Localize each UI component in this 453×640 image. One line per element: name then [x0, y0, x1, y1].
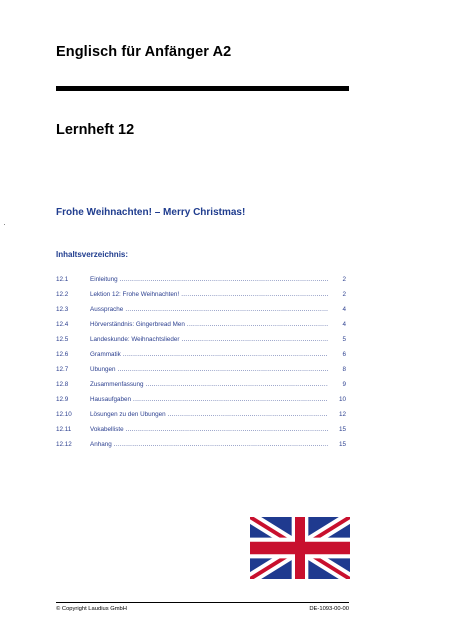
scan-mark [4, 224, 5, 225]
toc-entry-page: 4 [332, 321, 346, 329]
toc-entry-number: 12.6 [56, 351, 69, 358]
toc-entry-number: 12.12 [56, 441, 72, 448]
toc-entry[interactable] [56, 426, 346, 441]
toc-entry-page: 15 [332, 426, 346, 434]
toc-entry-title: Übungen ..... [90, 366, 328, 374]
footer-divider [56, 602, 349, 603]
toc-entry[interactable] [56, 351, 346, 366]
page-title: Englisch für Anfänger A2 [56, 44, 232, 60]
toc-entry-title: Vokabelliste ..... [90, 426, 328, 434]
toc-entry-page: 10 [332, 396, 346, 404]
toc-entry-title: Zusammenfassung ..... [90, 381, 328, 389]
toc-entry-number: 12.8 [56, 381, 69, 388]
toc-entry-page: 2 [332, 291, 346, 299]
footer-document-id: DE-1093-00-00 [309, 606, 349, 612]
page-subtitle: Lernheft 12 [56, 122, 135, 138]
toc-entry-title: Lösungen zu den Übungen ..... [90, 411, 328, 419]
toc-entry[interactable] [56, 441, 346, 456]
toc-entry-page: 2 [332, 276, 346, 284]
toc-entry[interactable] [56, 336, 346, 351]
toc-entry-page: 15 [332, 441, 346, 449]
toc-entry[interactable] [56, 366, 346, 381]
toc-entry-page: 6 [332, 351, 346, 359]
union-jack-flag-icon [250, 517, 350, 579]
toc-entry-number: 12.3 [56, 306, 69, 313]
toc-entry-page: 12 [332, 411, 346, 419]
toc-entry-title: Anhang ..... [90, 441, 328, 449]
toc-entry-number: 12.1 [56, 276, 69, 283]
toc-entry-number: 12.5 [56, 336, 69, 343]
toc-entry[interactable] [56, 306, 346, 321]
toc-entry[interactable] [56, 276, 346, 291]
toc-entry-number: 12.2 [56, 291, 69, 298]
toc-entry-title: Aussprache ..... [90, 306, 328, 314]
toc-entry-number: 12.9 [56, 396, 69, 403]
toc-entry[interactable] [56, 381, 346, 396]
toc-entry-title: Hörverständnis: Gingerbread Men ..... [90, 321, 328, 329]
toc-entry-number: 12.11 [56, 426, 72, 433]
lesson-heading: Frohe Weihnachten! – Merry Christmas! [56, 207, 246, 218]
toc-entry-title: Hausaufgaben ..... [90, 396, 328, 404]
toc-entry[interactable] [56, 321, 346, 336]
table-of-contents [56, 276, 346, 456]
toc-entry-number: 12.4 [56, 321, 69, 328]
toc-entry-number: 12.10 [56, 411, 72, 418]
toc-entry-title: Grammatik ..... [90, 351, 328, 359]
toc-entry-page: 4 [332, 306, 346, 314]
toc-entry[interactable] [56, 396, 346, 411]
toc-entry[interactable] [56, 411, 346, 426]
toc-entry-title: Lektion 12: Frohe Weihnachten! ..... [90, 291, 328, 299]
toc-entry-title: Landeskunde: Weihnachtslieder ..... [90, 336, 328, 344]
toc-entry-number: 12.7 [56, 366, 69, 373]
toc-heading: Inhaltsverzeichnis: [56, 250, 129, 259]
title-divider [56, 86, 349, 91]
toc-entry-page: 5 [332, 336, 346, 344]
footer-copyright: © Copyright Laudius GmbH [56, 606, 127, 612]
toc-entry-page: 9 [332, 381, 346, 389]
toc-entry-title: Einleitung ..... [90, 276, 328, 284]
toc-entry[interactable] [56, 291, 346, 306]
toc-entry-page: 8 [332, 366, 346, 374]
